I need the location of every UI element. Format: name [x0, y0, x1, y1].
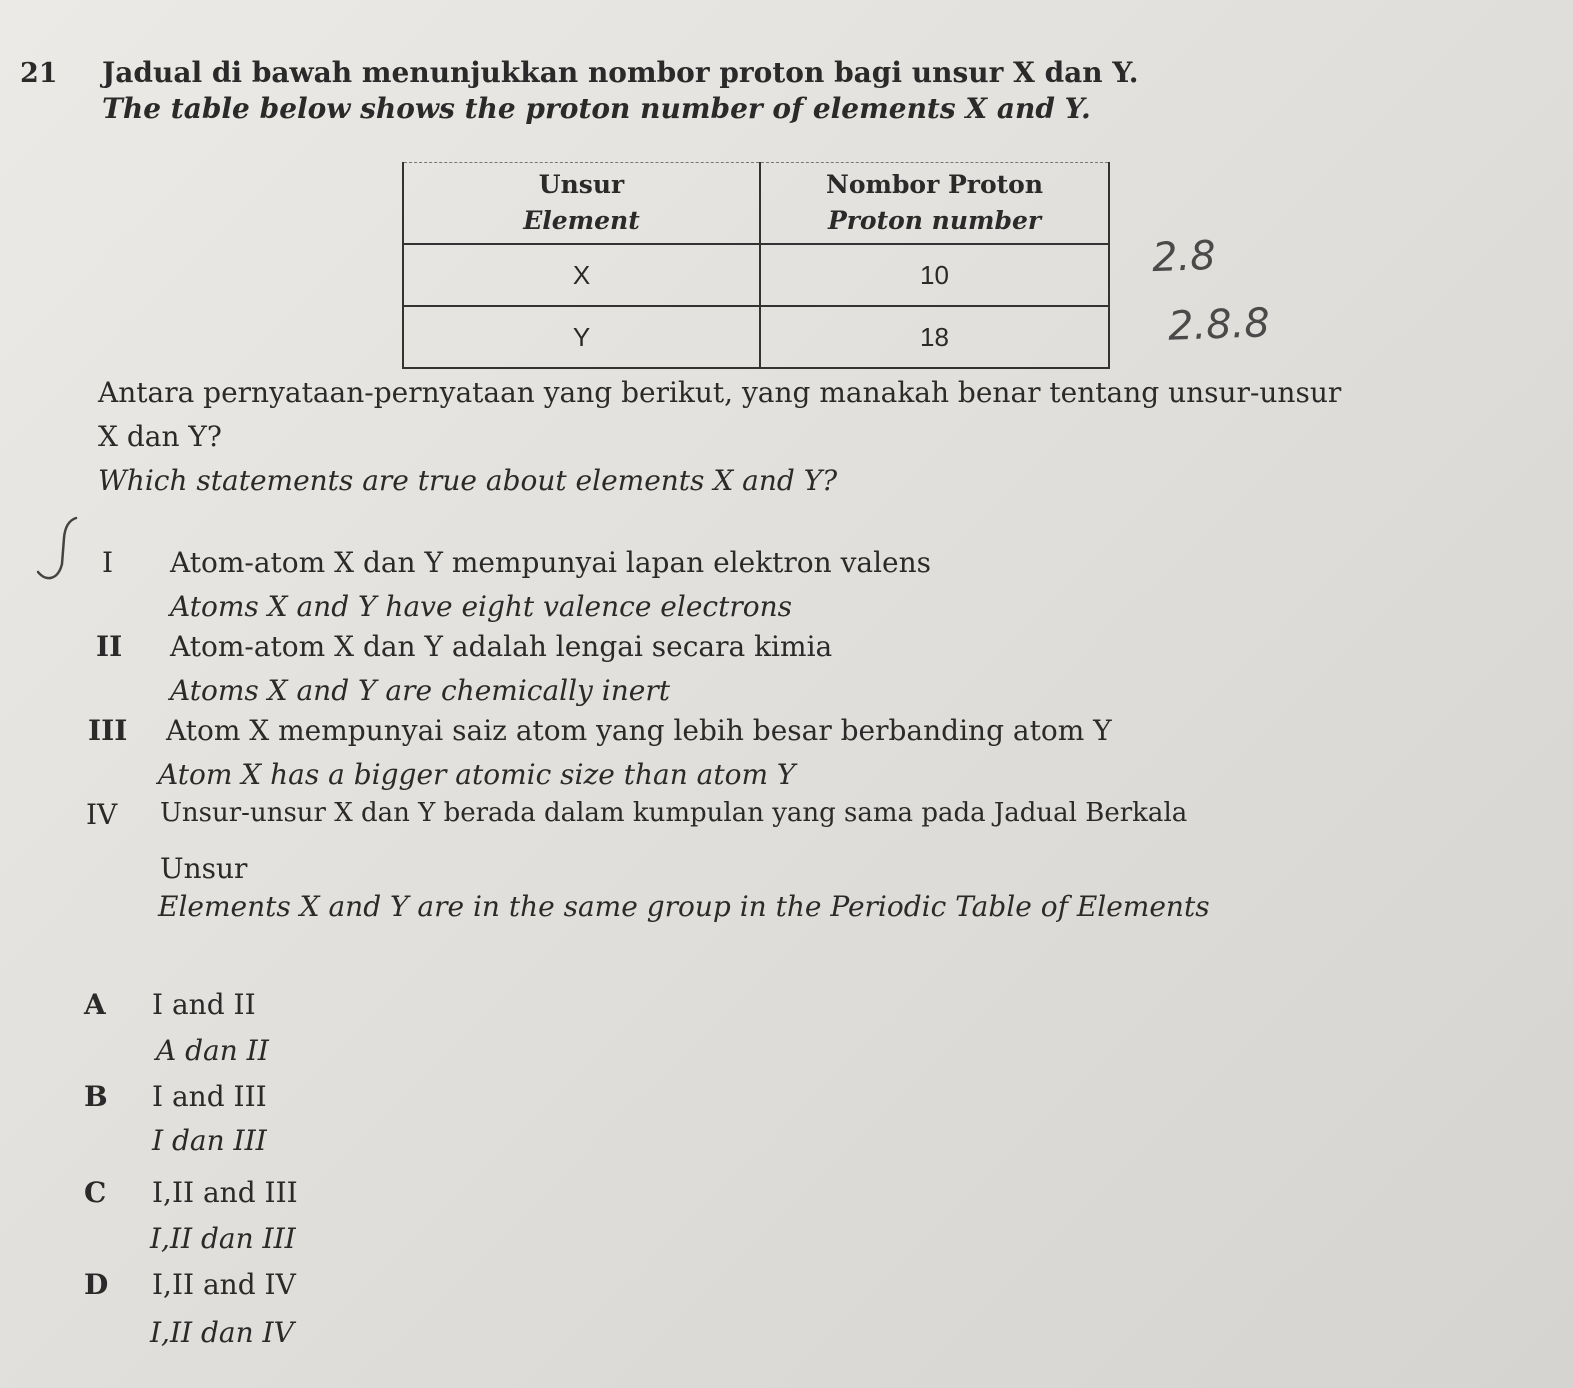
table-header-element: [403, 163, 760, 245]
statement-3-english: Atom X has a bigger atomic size than atom Y: [158, 758, 796, 791]
option-b-letter: B: [84, 1080, 108, 1113]
header-proton-english: Proton number: [827, 206, 1042, 235]
question-stem-malay: Jadual di bawah menunjukkan nombor proton bagi unsur X dan Y.: [102, 56, 1139, 89]
option-a-letter: A: [84, 988, 106, 1021]
statement-4-malay-line1: Unsur-unsur X dan Y berada dalam kumpulan yang sama pada Jadual Berkala: [160, 798, 1188, 828]
option-b-english: I and III: [152, 1080, 267, 1113]
cell-proton: 18: [760, 306, 1109, 368]
statement-3-malay: Atom X mempunyai saiz atom yang lebih besar berbanding atom Y: [166, 714, 1112, 747]
option-d-malay: I,II dan IV: [150, 1316, 294, 1349]
statement-1-numeral: I: [102, 546, 114, 579]
option-d-english: I,II and IV: [152, 1268, 296, 1301]
statement-4-malay-line2: Unsur: [160, 852, 248, 885]
option-d-letter: D: [84, 1268, 109, 1301]
header-element-english: Element: [523, 206, 640, 235]
option-b[interactable]: [84, 1080, 267, 1113]
cell-element: X: [403, 244, 760, 306]
cell-proton: 10: [760, 244, 1109, 306]
option-d[interactable]: [84, 1268, 296, 1301]
proton-number-table: [402, 162, 1110, 369]
table-row: [403, 306, 1109, 368]
prompt-malay-line2: X dan Y?: [98, 420, 222, 453]
option-a[interactable]: [84, 988, 256, 1021]
header-element-malay: Unsur: [538, 170, 625, 199]
table-row: [403, 244, 1109, 306]
question-stem-english: The table below shows the proton number of elements X and Y.: [102, 92, 1091, 125]
cell-element: Y: [403, 306, 760, 368]
option-a-english: I and II: [152, 988, 256, 1021]
option-a-malay: A dan II: [156, 1034, 269, 1067]
option-c-english: I,II and III: [152, 1176, 298, 1209]
handwritten-note-y: 2.8.8: [1167, 300, 1271, 350]
question-number: 21: [20, 58, 58, 89]
statement-4-english: Elements X and Y are in the same group in the Periodic Table of Elements: [158, 890, 1210, 923]
prompt-malay-line1: Antara pernyataan-pernyataan yang berikut, yang manakah benar tentang unsur-unsur: [98, 376, 1342, 409]
statement-1-english: Atoms X and Y have eight valence electrons: [170, 590, 792, 623]
header-proton-malay: Nombor Proton: [825, 170, 1044, 199]
statement-2-numeral: II: [96, 630, 123, 663]
option-c[interactable]: [84, 1176, 298, 1209]
statement-2-malay: Atom-atom X dan Y adalah lengai secara kimia: [170, 630, 833, 663]
statement-1-malay: Atom-atom X dan Y mempunyai lapan elektron valens: [170, 546, 932, 579]
option-c-letter: C: [84, 1176, 107, 1209]
prompt-english: Which statements are true about elements X and Y?: [98, 464, 838, 497]
handwritten-note-x: 2.8: [1151, 232, 1217, 282]
table-header-proton: [760, 163, 1109, 245]
statement-4-numeral: IV: [86, 798, 118, 831]
option-b-malay: I dan III: [152, 1124, 267, 1157]
statement-2-english: Atoms X and Y are chemically inert: [170, 674, 670, 707]
handwritten-check-mark-icon: [34, 514, 78, 584]
statement-3-numeral: III: [88, 714, 128, 747]
option-c-malay: I,II dan III: [150, 1222, 296, 1255]
